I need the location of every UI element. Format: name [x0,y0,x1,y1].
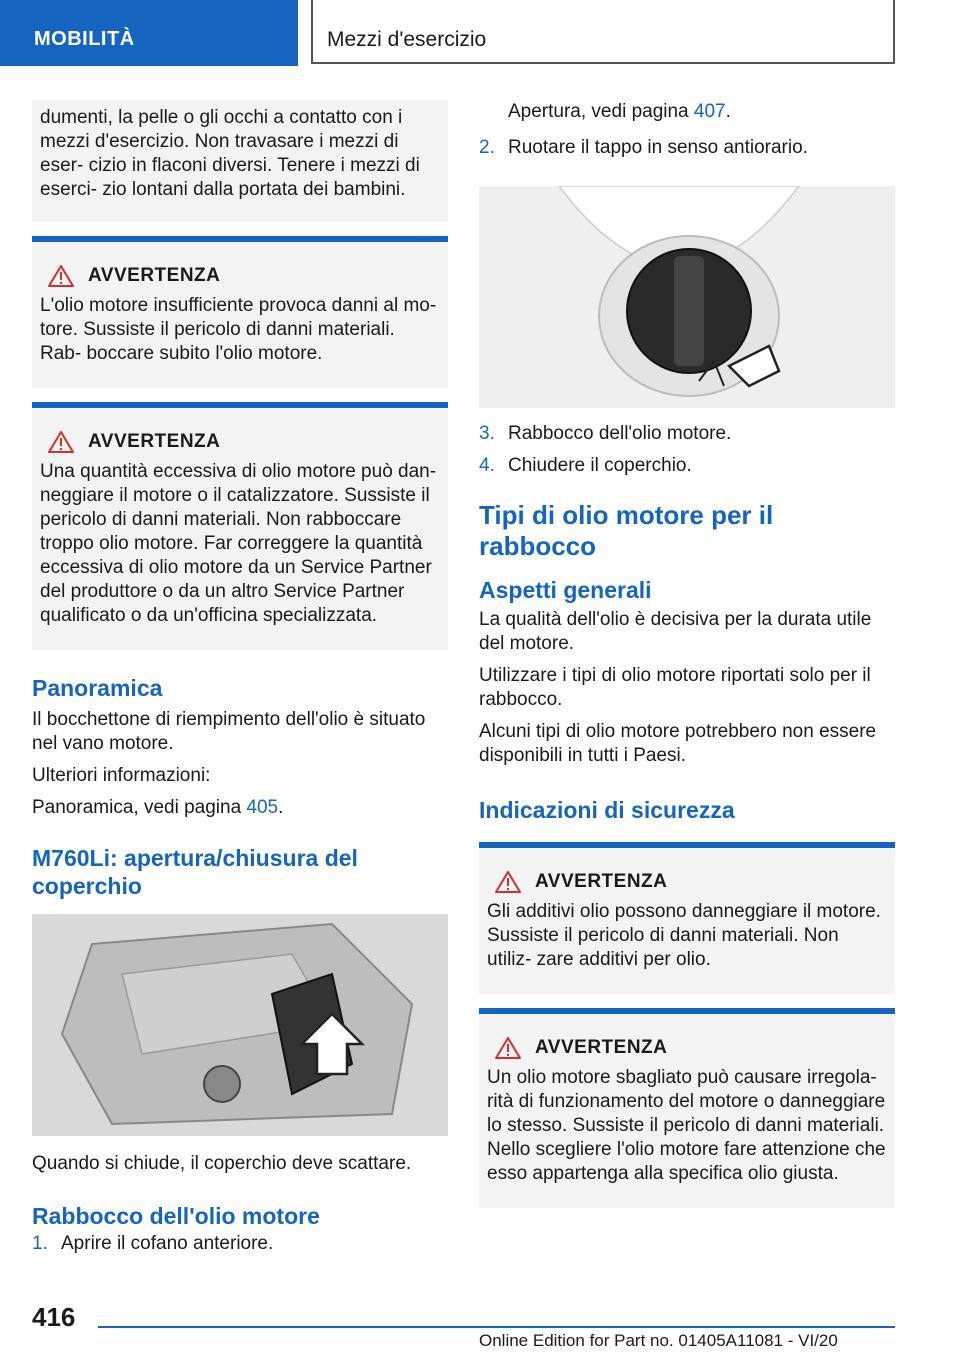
step-number: 2. [479,137,495,158]
paragraph: Utilizzare i tipi di olio motore riportati solo per il rabbocco. [479,665,871,710]
page-number: 416 [32,1302,76,1332]
chapter-title: Mezzi d'esercizio [311,0,895,64]
step-number: 4. [479,455,495,476]
warning-box-4 [479,1008,895,1208]
warning-title: AVVERTENZA [535,871,668,892]
engine-bay-photo [32,914,448,1136]
page-link[interactable]: 407 [693,101,726,122]
step-text: Ruotare il tappo in senso antiorario. [508,137,808,158]
warning-box-2 [32,402,448,650]
warning-text: Un olio motore sbagliato può causare irregola- rità di funzionamento del motore o danneggiare lo stesso. Sussiste il pericolo di danni materiali. Nello scegliere l'olio motore fare attenzione che esso appartenga alla specifica olio giusta. [487,1067,886,1184]
list-item [479,136,895,160]
section-heading: M760Li: apertura/chiusura del coperchio [32,845,358,899]
edition-text: Online Edition for Part no. 01405A11081 - VI/20 [479,1331,838,1350]
page-header [0,0,960,66]
list-item [479,454,895,478]
paragraph: La qualità dell'olio è decisiva per la durata utile del motore. [479,609,872,654]
warning-text: Una quantità eccessiva di olio motore può dan- neggiare il motore o il catalizzatore. Sussiste il pericolo di danni materiali. Non rabboccare troppo olio motore. Far correggere la quantità eccessiva di olio motore da un Service Partner del produttore o da un altro Service Partner qualificato o da un'officina specializzata. [40,461,437,626]
warning-box-3 [479,842,895,994]
warning-triangle-icon [495,870,521,894]
intro-text: dumenti, la pelle o gli occhi a contatto con i mezzi d'esercizio. Non travasare i mezzi di eser- cizio in flaconi diversi. Tenere i mezzi di eserci- zio lontani dalla portata dei bambini. [40,107,420,200]
photo-caption: Quando si chiude, il coperchio deve scattare. [32,1153,412,1174]
paragraph: Il bocchettone di riempimento dell'olio è situato nel vano motore. [32,709,426,754]
panoramica-section [32,674,448,820]
warning-triangle-icon [48,264,74,288]
section-heading: Panoramica [32,675,163,701]
page-reference: Panoramica, vedi pagina 405. [32,797,284,818]
warning-text: Gli additivi olio possono danneggiare il motore. Sussiste il pericolo di danni materiali. Non utiliz- zare additivi per olio. [487,901,881,970]
step-text: Rabbocco dell'olio motore. [508,423,732,444]
section-heading: Indicazioni di sicurezza [479,797,735,823]
left-column [32,100,448,1256]
warning-triangle-icon [495,1036,521,1060]
page-reference: Apertura, vedi pagina 407. [508,101,731,122]
warning-title: AVVERTENZA [535,1037,668,1058]
warning-triangle-icon [48,430,74,454]
step-text: Aprire il cofano anteriore. [61,1233,274,1254]
list-item [479,422,895,446]
m760-section [32,844,448,1176]
page-link[interactable]: 405 [246,797,279,818]
paragraph: Alcuni tipi di olio motore potrebbero non essere disponibili in tutti i Paesi. [479,721,877,766]
section-title: MOBILITÀ [0,0,298,66]
tipi-section [479,500,895,768]
engine-cover-illustration [32,914,448,1136]
section-heading: Aspetti generali [479,577,652,603]
chapter-heading: Tipi di olio motore per il rabbocco [479,500,774,561]
intro-box [32,100,448,222]
step-number: 3. [479,423,495,444]
paragraph: Ulteriori informazioni: [32,765,211,786]
warning-text: L'olio motore insufficiente provoca danni al mo- tore. Sussiste il pericolo di danni materiali. Rab- boccare subito l'olio motore. [40,295,437,364]
oil-cap-illustration [479,186,895,408]
warning-box-1 [32,236,448,388]
section-heading: Rabbocco dell'olio motore [32,1203,320,1229]
step-text: Chiudere il coperchio. [508,455,692,476]
warning-title: AVVERTENZA [88,431,221,452]
footer-divider [98,1326,895,1328]
step-number: 1. [32,1233,48,1254]
rabbocco-section [32,1202,448,1256]
right-column [479,100,895,1208]
list-item [32,1232,448,1256]
warning-title: AVVERTENZA [88,265,221,286]
oil-cap-photo [479,186,895,408]
sicurezza-section [479,796,895,1208]
